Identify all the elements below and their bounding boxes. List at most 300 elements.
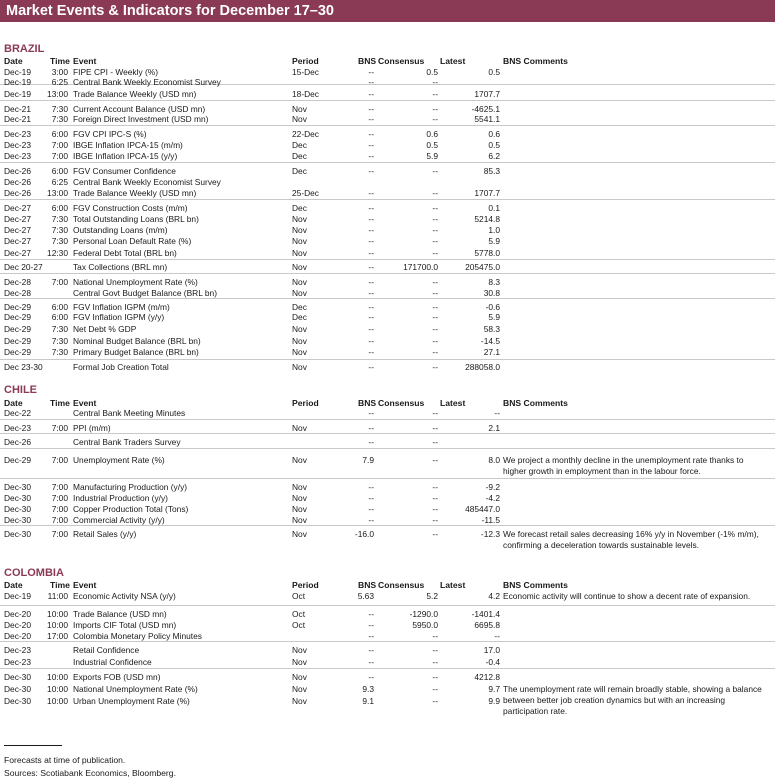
cell-latest: 6695.8	[474, 620, 500, 630]
cell-consensus: --	[432, 203, 438, 213]
cell-event: National Unemployment Rate (%)	[73, 277, 198, 287]
cell-time: 7:00	[51, 455, 68, 465]
cell-date: Dec 20-27	[4, 262, 43, 272]
cell-latest: 0.5	[488, 140, 500, 150]
cell-latest: 58.3	[483, 324, 500, 334]
row-separator	[0, 100, 775, 101]
cell-time: 7:30	[51, 114, 68, 124]
cell-consensus: --	[432, 114, 438, 124]
cell-consensus: 5.2	[426, 591, 438, 601]
cell-time: 10:00	[47, 696, 68, 706]
row-separator	[0, 478, 775, 479]
cell-time: 6:00	[51, 302, 68, 312]
cell-consensus: --	[432, 437, 438, 447]
cell-bns: --	[368, 214, 374, 224]
cell-bns: --	[368, 188, 374, 198]
cell-time: 11:00	[47, 591, 68, 601]
cell-consensus: --	[432, 288, 438, 298]
cell-date: Dec-27	[4, 225, 31, 235]
cell-consensus: --	[432, 423, 438, 433]
cell-event: Commercial Activity (y/y)	[73, 515, 165, 525]
cell-event: FIPE CPI - Weekly (%)	[73, 67, 159, 77]
cell-time: 7:30	[51, 336, 68, 346]
cell-consensus: --	[432, 89, 438, 99]
header-period: Period	[292, 580, 319, 590]
cell-event: IBGE Inflation IPCA-15 (y/y)	[73, 151, 178, 161]
row-separator	[0, 668, 775, 669]
header-period: Period	[292, 56, 319, 66]
cell-latest: 5541.1	[474, 114, 500, 124]
cell-time: 3:00	[51, 67, 68, 77]
cell-time: 17:00	[47, 631, 68, 641]
cell-event: IBGE Inflation IPCA-15 (m/m)	[73, 140, 183, 150]
header-comments: BNS Comments	[503, 398, 568, 408]
cell-bns: --	[368, 482, 374, 492]
header-event: Event	[73, 398, 97, 408]
cell-period: Nov	[292, 288, 307, 298]
cell-date: Dec-30	[4, 672, 31, 682]
cell-event: Central Bank Weekly Economist Survey	[73, 177, 221, 187]
cell-date: Dec-26	[4, 177, 31, 187]
cell-consensus: --	[432, 645, 438, 655]
cell-consensus: --	[432, 302, 438, 312]
cell-date: Dec-29	[4, 347, 31, 357]
header-time: Time	[50, 580, 70, 590]
cell-consensus: -1290.0	[409, 609, 438, 619]
header-bns: BNS	[358, 398, 377, 408]
cell-latest: -12.3	[480, 529, 500, 539]
cell-latest: 9.9	[488, 696, 500, 706]
header-event: Event	[73, 56, 97, 66]
cell-latest: 5.9	[488, 312, 500, 322]
header-latest: Latest	[440, 398, 466, 408]
cell-consensus: --	[432, 324, 438, 334]
cell-consensus: --	[432, 188, 438, 198]
cell-period: Nov	[292, 696, 307, 706]
cell-time: 7:00	[51, 515, 68, 525]
cell-latest: 8.0	[488, 455, 500, 465]
cell-consensus: --	[432, 77, 438, 87]
cell-date: Dec-23	[4, 140, 31, 150]
cell-event: Total Outstanding Loans (BRL bn)	[73, 214, 199, 224]
cell-bns: --	[368, 493, 374, 503]
cell-time: 6:00	[51, 166, 68, 176]
cell-event: FGV Construction Costs (m/m)	[73, 203, 188, 213]
cell-date: Dec-30	[4, 482, 31, 492]
cell-latest: -11.5	[481, 515, 500, 525]
cell-event: Foreign Direct Investment (USD mn)	[73, 114, 209, 124]
cell-period: Oct	[292, 620, 306, 630]
cell-latest: --	[494, 631, 500, 641]
cell-date: Dec-23	[4, 657, 31, 667]
footnote-divider	[4, 745, 62, 746]
cell-consensus: --	[432, 312, 438, 322]
cell-consensus: 5.9	[426, 151, 438, 161]
cell-consensus: 0.6	[426, 129, 438, 139]
cell-date: Dec-21	[4, 104, 31, 114]
cell-period: Nov	[292, 504, 307, 514]
cell-event: Central Bank Traders Survey	[73, 437, 181, 447]
cell-event: Trade Balance (USD mn)	[73, 609, 167, 619]
cell-event: Copper Production Total (Tons)	[73, 504, 189, 514]
cell-date: Dec-29	[4, 455, 31, 465]
cell-consensus: 171700.0	[403, 262, 438, 272]
cell-time: 7:00	[51, 504, 68, 514]
cell-period: Nov	[292, 529, 307, 539]
cell-bns: --	[368, 129, 374, 139]
cell-event: PPI (m/m)	[73, 423, 111, 433]
cell-period: 18-Dec	[292, 89, 319, 99]
cell-date: Dec-30	[4, 515, 31, 525]
header-time: Time	[50, 56, 70, 66]
cell-event: FGV Inflation IGPM (m/m)	[73, 302, 170, 312]
cell-latest: -1401.4	[471, 609, 500, 619]
cell-date: Dec-28	[4, 288, 31, 298]
cell-bns: --	[368, 302, 374, 312]
cell-consensus: --	[432, 166, 438, 176]
cell-latest: 0.1	[488, 203, 500, 213]
cell-latest: 0.6	[488, 129, 500, 139]
cell-period: Dec	[292, 302, 307, 312]
cell-date: Dec-30	[4, 684, 31, 694]
cell-latest: 85.3	[483, 166, 500, 176]
cell-bns: --	[368, 609, 374, 619]
cell-bns: --	[368, 645, 374, 655]
cell-consensus: --	[432, 408, 438, 418]
cell-date: Dec-23	[4, 423, 31, 433]
cell-consensus: --	[432, 214, 438, 224]
cell-latest: 9.7	[488, 684, 500, 694]
cell-date: Dec 23-30	[4, 362, 43, 372]
cell-date: Dec-22	[4, 408, 31, 418]
cell-date: Dec-19	[4, 89, 31, 99]
cell-bns: --	[368, 631, 374, 641]
cell-event: Manufacturing Production (y/y)	[73, 482, 188, 492]
cell-consensus: --	[432, 455, 438, 465]
cell-bns: --	[368, 262, 374, 272]
cell-time: 10:00	[47, 609, 68, 619]
cell-date: Dec-23	[4, 645, 31, 655]
cell-time: 7:00	[51, 493, 68, 503]
row-separator	[0, 273, 775, 274]
cell-period: Nov	[292, 645, 307, 655]
cell-event: Tax Collections (BRL mn)	[73, 262, 168, 272]
cell-date: Dec-27	[4, 203, 31, 213]
cell-period: 22-Dec	[292, 129, 319, 139]
cell-time: 7:30	[51, 236, 68, 246]
header-consensus: Consensus	[378, 580, 425, 590]
cell-date: Dec-29	[4, 324, 31, 334]
footnote-forecasts: Forecasts at time of publication.	[4, 755, 126, 765]
cell-time: 7:00	[51, 423, 68, 433]
cell-consensus: 0.5	[426, 67, 438, 77]
cell-time: 6:00	[51, 203, 68, 213]
cell-event: Industrial Confidence	[73, 657, 152, 667]
section-title-chile: CHILE	[4, 384, 37, 396]
header-consensus: Consensus	[378, 56, 425, 66]
cell-date: Dec-21	[4, 114, 31, 124]
cell-period: Nov	[292, 336, 307, 346]
cell-period: Nov	[292, 684, 307, 694]
cell-event: Retail Sales (y/y)	[73, 529, 137, 539]
cell-consensus: --	[432, 336, 438, 346]
row-separator	[0, 298, 775, 299]
cell-time: 10:00	[47, 684, 68, 694]
header-date: Date	[4, 580, 23, 590]
cell-consensus: --	[432, 529, 438, 539]
cell-bns: --	[368, 620, 374, 630]
header-event: Event	[73, 580, 97, 590]
cell-period: Dec	[292, 151, 307, 161]
cell-bns: --	[368, 288, 374, 298]
cell-date: Dec-20	[4, 620, 31, 630]
cell-event: National Unemployment Rate (%)	[73, 684, 198, 694]
cell-date: Dec-29	[4, 336, 31, 346]
cell-period: Oct	[292, 609, 306, 619]
cell-latest: 6.2	[488, 151, 500, 161]
cell-date: Dec-26	[4, 166, 31, 176]
cell-bns: --	[368, 166, 374, 176]
cell-period: Dec	[292, 140, 307, 150]
cell-consensus: --	[432, 277, 438, 287]
cell-bns: 9.1	[362, 696, 374, 706]
cell-bns: --	[368, 515, 374, 525]
cell-date: Dec-27	[4, 214, 31, 224]
cell-bns: --	[368, 657, 374, 667]
cell-period: Nov	[292, 672, 307, 682]
row-separator	[0, 605, 775, 606]
cell-event: Outstanding Loans (m/m)	[73, 225, 168, 235]
cell-latest: 17.0	[483, 645, 500, 655]
cell-date: Dec-30	[4, 696, 31, 706]
header-bns: BNS	[358, 580, 377, 590]
row-separator	[0, 433, 775, 434]
cell-event: Personal Loan Default Rate (%)	[73, 236, 192, 246]
cell-event: Economic Activity NSA (y/y)	[73, 591, 176, 601]
cell-latest: 27.1	[483, 347, 500, 357]
cell-latest: -0.6	[485, 302, 500, 312]
cell-latest: 485447.0	[465, 504, 500, 514]
cell-consensus: --	[432, 482, 438, 492]
cell-time: 7:00	[51, 529, 68, 539]
cell-event: FGV CPI IPC-S (%)	[73, 129, 147, 139]
cell-latest: 0.5	[488, 67, 500, 77]
cell-bns: --	[368, 89, 374, 99]
cell-bns: --	[368, 114, 374, 124]
cell-time: 10:00	[47, 672, 68, 682]
cell-period: Nov	[292, 248, 307, 258]
cell-time: 7:00	[51, 151, 68, 161]
cell-bns: --	[368, 672, 374, 682]
cell-date: Dec-19	[4, 77, 31, 87]
cell-bns: --	[368, 312, 374, 322]
cell-consensus: 5950.0	[412, 620, 438, 630]
cell-comments: We forecast retail sales decreasing 16% y/y in November (-1% m/m), confirming a deceleration towards sustainable levels.	[503, 529, 759, 550]
header-latest: Latest	[440, 580, 466, 590]
cell-time: 7:30	[51, 214, 68, 224]
row-separator	[0, 448, 775, 449]
cell-period: Nov	[292, 515, 307, 525]
cell-period: Nov	[292, 114, 307, 124]
cell-consensus: --	[432, 493, 438, 503]
header-time: Time	[50, 398, 70, 408]
cell-bns: --	[368, 362, 374, 372]
row-separator	[0, 525, 775, 526]
cell-latest: 1707.7	[474, 89, 500, 99]
cell-event: Current Account Balance (USD mn)	[73, 104, 206, 114]
cell-bns: --	[368, 248, 374, 258]
cell-consensus: --	[432, 696, 438, 706]
cell-period: Nov	[292, 324, 307, 334]
cell-bns: --	[368, 77, 374, 87]
cell-period: Nov	[292, 347, 307, 357]
cell-bns: --	[368, 203, 374, 213]
cell-consensus: 0.5	[426, 140, 438, 150]
cell-bns: --	[368, 151, 374, 161]
page-title: Market Events & Indicators for December 17–30	[0, 0, 775, 22]
cell-consensus: --	[432, 672, 438, 682]
header-period: Period	[292, 398, 319, 408]
cell-date: Dec-20	[4, 631, 31, 641]
cell-consensus: --	[432, 657, 438, 667]
cell-time: 13:00	[47, 89, 68, 99]
cell-period: Nov	[292, 262, 307, 272]
cell-bns: --	[368, 225, 374, 235]
cell-time: 6:00	[51, 312, 68, 322]
cell-time: 7:30	[51, 324, 68, 334]
cell-consensus: --	[432, 347, 438, 357]
cell-bns: --	[368, 504, 374, 514]
cell-period: Nov	[292, 236, 307, 246]
cell-consensus: --	[432, 225, 438, 235]
cell-time: 7:00	[51, 140, 68, 150]
cell-event: FGV Inflation IGPM (y/y)	[73, 312, 165, 322]
cell-period: Dec	[292, 203, 307, 213]
cell-time: 10:00	[47, 620, 68, 630]
cell-date: Dec-20	[4, 609, 31, 619]
cell-period: Oct	[292, 591, 306, 601]
cell-time: 12:30	[47, 248, 68, 258]
cell-event: Industrial Production (y/y)	[73, 493, 168, 503]
cell-event: Primary Budget Balance (BRL bn)	[73, 347, 199, 357]
row-separator	[0, 359, 775, 360]
cell-bns: --	[368, 336, 374, 346]
cell-period: 15-Dec	[292, 67, 319, 77]
cell-latest: 4.2	[488, 591, 500, 601]
cell-event: Trade Balance Weekly (USD mn)	[73, 89, 197, 99]
cell-period: Nov	[292, 225, 307, 235]
cell-date: Dec-26	[4, 437, 31, 447]
cell-consensus: --	[432, 515, 438, 525]
cell-bns: -16.0	[354, 529, 374, 539]
cell-latest: -4.2	[485, 493, 500, 503]
header-latest: Latest	[440, 56, 466, 66]
header-comments: BNS Comments	[503, 56, 568, 66]
cell-bns: --	[368, 277, 374, 287]
cell-bns: 9.3	[362, 684, 374, 694]
cell-latest: 288058.0	[465, 362, 500, 372]
cell-event: FGV Consumer Confidence	[73, 166, 176, 176]
cell-consensus: --	[432, 631, 438, 641]
cell-period: Nov	[292, 482, 307, 492]
cell-consensus: --	[432, 104, 438, 114]
cell-latest: 2.1	[488, 423, 500, 433]
cell-latest: 5214.8	[474, 214, 500, 224]
row-separator	[0, 162, 775, 163]
cell-date: Dec-19	[4, 591, 31, 601]
cell-latest: -14.5	[480, 336, 500, 346]
cell-period: Nov	[292, 657, 307, 667]
cell-event: Central Bank Meeting Minutes	[73, 408, 186, 418]
cell-time: 6:25	[51, 177, 68, 187]
row-separator	[0, 259, 775, 260]
cell-consensus: --	[432, 362, 438, 372]
cell-latest: 8.3	[488, 277, 500, 287]
cell-event: Urban Unemployment Rate (%)	[73, 696, 190, 706]
header-consensus: Consensus	[378, 398, 425, 408]
cell-latest: 5778.0	[474, 248, 500, 258]
cell-latest: 205475.0	[465, 262, 500, 272]
cell-latest: -9.2	[485, 482, 500, 492]
cell-consensus: --	[432, 684, 438, 694]
cell-consensus: --	[432, 504, 438, 514]
row-separator	[0, 419, 775, 420]
cell-bns: --	[368, 437, 374, 447]
cell-event: Unemployment Rate (%)	[73, 455, 165, 465]
cell-latest: 30.8	[483, 288, 500, 298]
cell-date: Dec-23	[4, 129, 31, 139]
row-separator	[0, 125, 775, 126]
header-date: Date	[4, 56, 23, 66]
cell-bns: --	[368, 67, 374, 77]
cell-period: Nov	[292, 277, 307, 287]
cell-event: Trade Balance Weekly (USD mn)	[73, 188, 197, 198]
cell-event: Formal Job Creation Total	[73, 362, 169, 372]
cell-consensus: --	[432, 236, 438, 246]
cell-period: Nov	[292, 493, 307, 503]
cell-bns: --	[368, 423, 374, 433]
cell-bns: --	[368, 140, 374, 150]
cell-period: Nov	[292, 362, 307, 372]
cell-date: Dec-30	[4, 504, 31, 514]
cell-date: Dec-29	[4, 302, 31, 312]
cell-time: 6:25	[51, 77, 68, 87]
cell-bns: --	[368, 104, 374, 114]
footnote-sources: Sources: Scotiabank Economics, Bloomberg.	[4, 768, 176, 778]
cell-period: Nov	[292, 455, 307, 465]
cell-date: Dec-27	[4, 248, 31, 258]
cell-period: Nov	[292, 423, 307, 433]
cell-date: Dec-19	[4, 67, 31, 77]
cell-date: Dec-30	[4, 493, 31, 503]
cell-latest: 4212.8	[474, 672, 500, 682]
cell-date: Dec-29	[4, 312, 31, 322]
cell-time: 7:30	[51, 347, 68, 357]
cell-date: Dec-30	[4, 529, 31, 539]
cell-event: Imports CIF Total (USD mn)	[73, 620, 177, 630]
cell-event: Net Debt % GDP	[73, 324, 137, 334]
cell-event: Central Govt Budget Balance (BRL bn)	[73, 288, 218, 298]
cell-time: 6:00	[51, 129, 68, 139]
cell-bns: 5.63	[357, 591, 374, 601]
cell-comments: We project a monthly decline in the unemployment rate thanks to higher growth in employment than in the labour force.	[503, 455, 744, 476]
cell-time: 7:00	[51, 482, 68, 492]
cell-time: 13:00	[47, 188, 68, 198]
cell-bns: --	[368, 324, 374, 334]
cell-period: Nov	[292, 104, 307, 114]
row-separator	[0, 199, 775, 200]
cell-date: Dec-27	[4, 236, 31, 246]
